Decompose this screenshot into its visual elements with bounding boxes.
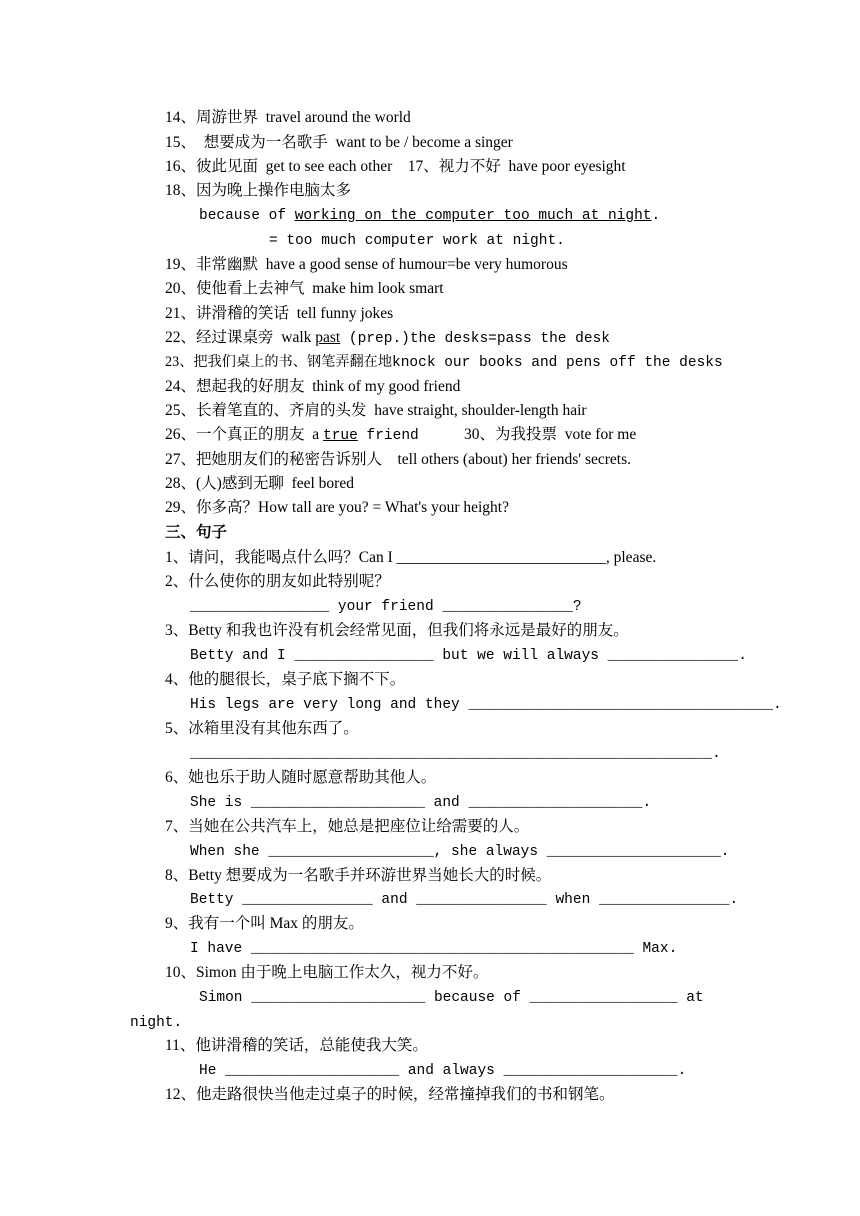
vocab-item-29: 29、你多高？How tall are you? = What's your height? [165, 499, 509, 516]
sentence-10-answer-continued: night. [130, 1015, 183, 1031]
sentence-5: 5、冰箱里没有其他东西了。 [165, 720, 359, 737]
sentence-8-answer: Betty _______________ and _______________ when _______________. [190, 892, 739, 908]
vocab-item-15: 15、 想要成为一名歌手 want to be / become a singer [165, 134, 513, 151]
vocab-item-22 [165, 328, 610, 349]
sentence-7: 7、当她在公共汽车上，她总是把座位让给需要的人。 [165, 818, 530, 835]
sentence-4-answer: His legs are very long and they ___________________________________. [190, 697, 782, 713]
vocab-item-23 [165, 352, 723, 373]
vocab-item-26 [165, 425, 419, 446]
vocab-item-28: 28、(人)感到无聊 feel bored [165, 475, 354, 492]
vocab-22-suffix: (prep.)the desks=pass the desk [340, 331, 610, 347]
section-title-sentences: 三、句子 [165, 524, 228, 541]
sentence-4: 4、他的腿很长，桌子底下搁不下。 [165, 671, 406, 688]
sentence-6: 6、她也乐于助人随时愿意帮助其他人。 [165, 769, 437, 786]
vocab-item-14: 14、周游世界 travel around the world [165, 109, 411, 126]
vocab-item-20: 20、使他看上去神气 make him look smart [165, 280, 444, 297]
sentence-9: 9、我有一个叫 Max 的朋友。 [165, 915, 364, 932]
sentence-8: 8、Betty 想要成为一名歌手并环游世界当她长大的时候。 [165, 867, 552, 884]
vocab-item-18-line-b: = too much computer work at night. [269, 233, 565, 249]
vocab-18a-prefix: because of [199, 208, 295, 224]
vocab-18a-suffix: . [651, 208, 661, 224]
sentence-10: 10、Simon 由于晚上电脑工作太久，视力不好。 [165, 964, 489, 981]
vocab-item-18-line-a [199, 206, 660, 226]
vocab-item-21: 21、讲滑稽的笑话 tell funny jokes [165, 305, 394, 322]
vocab-26-prefix: 26、一个真正的朋友 a [165, 426, 324, 443]
sentence-6-answer: She is ____________________ and ____________________. [190, 795, 652, 811]
sentence-7-answer: When she ___________________, she always ____________________. [190, 844, 730, 860]
vocab-23-chinese: 23、把我们桌上的书、钢笔弄翻在地 [165, 354, 393, 370]
vocab-item-16-17: 16、彼此见面 get to see each other 17、视力不好 have poor eyesight [165, 158, 626, 175]
sentence-1: 1、请问，我能喝点什么吗？Can I ___________________________, please. [165, 549, 657, 566]
sentence-11-answer: He ____________________ and always ____________________. [199, 1063, 687, 1079]
vocab-item-18: 18、因为晚上操作电脑太多 [165, 182, 352, 199]
vocab-22-prefix: 22、经过课桌旁 walk [165, 329, 316, 346]
vocab-26-underlined: true [323, 428, 358, 444]
vocab-item-24: 24、想起我的好朋友 think of my good friend [165, 378, 461, 395]
sentence-3-answer: Betty and I ________________ but we will always _______________. [190, 648, 747, 664]
sentence-11: 11、他讲滑稽的笑话，总能使我大笑。 [165, 1037, 428, 1054]
vocab-item-30: 30、为我投票 vote for me [464, 426, 637, 443]
sentence-2-answer: ________________ your friend _______________? [190, 599, 582, 615]
vocab-22-underlined: past [315, 329, 341, 346]
sentence-10-answer: Simon ____________________ because of _________________ at [199, 990, 704, 1006]
vocab-23-english: knock our books and pens off the desks [392, 355, 723, 371]
vocab-item-25: 25、长着笔直的、齐肩的头发 have straight, shoulder-length hair [165, 402, 587, 419]
vocab-item-27: 27、把她朋友们的秘密告诉别人 tell others (about) her friends' secrets. [165, 451, 631, 468]
sentence-12: 12、他走路很快当他走过桌子的时候，经常撞掉我们的书和钢笔。 [165, 1086, 615, 1103]
sentence-5-answer: ____________________________________________________________. [190, 746, 721, 762]
sentence-9-answer: I have ____________________________________________ Max. [190, 941, 678, 957]
vocab-item-19: 19、非常幽默 have a good sense of humour=be very humorous [165, 256, 568, 273]
vocab-18a-underlined: working on the computer too much at night [294, 208, 652, 224]
sentence-3: 3、Betty 和我也许没有机会经常见面，但我们将永远是最好的朋友。 [165, 622, 629, 639]
sentence-2: 2、什么使你的朋友如此特别呢？ [165, 573, 390, 590]
vocab-26-suffix: friend [357, 428, 419, 444]
